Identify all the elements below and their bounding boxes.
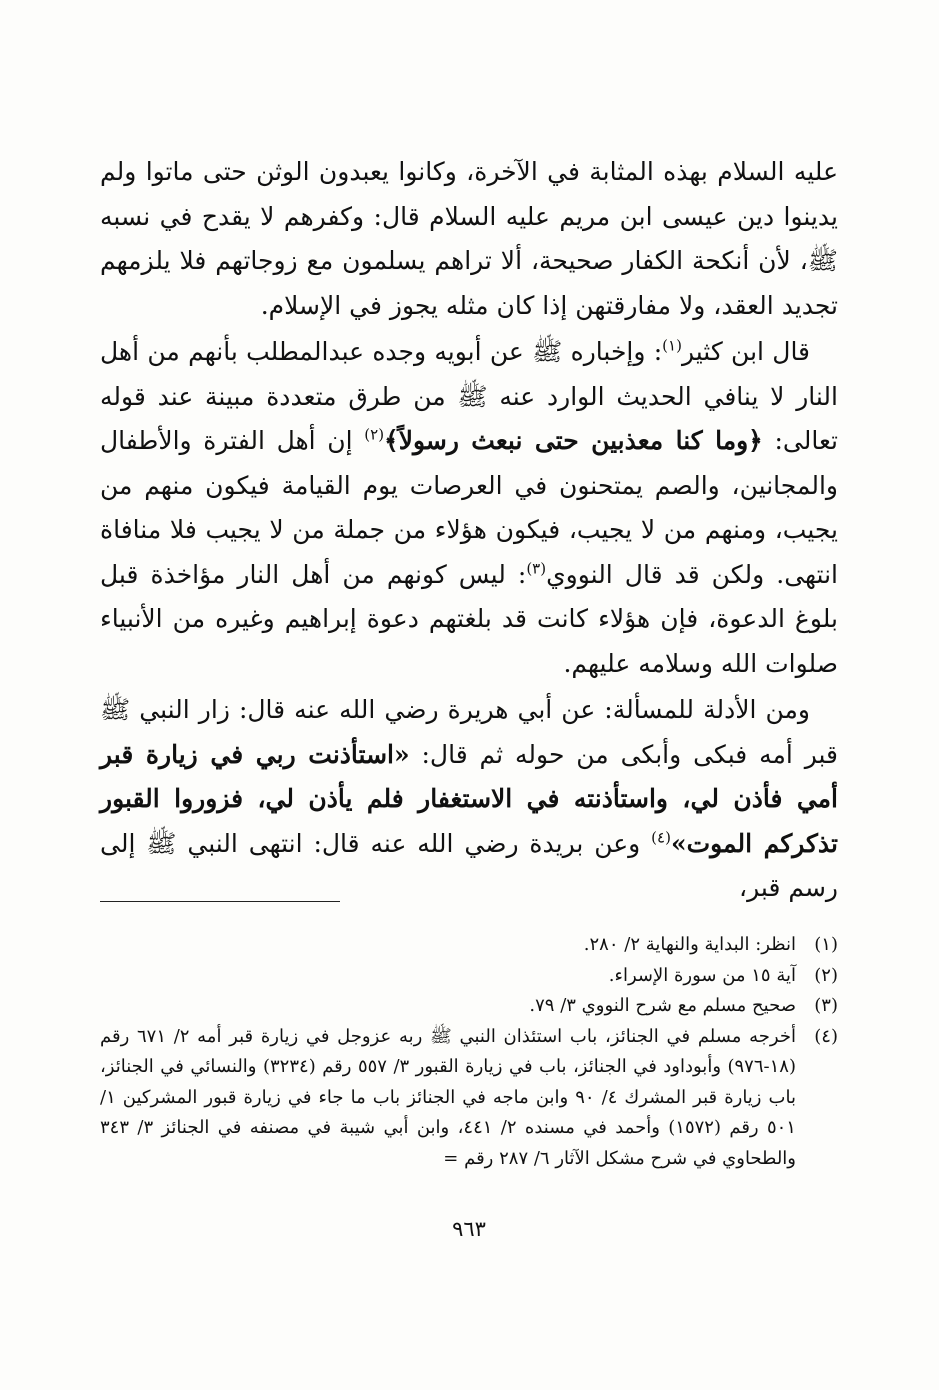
footnote-separator: [100, 901, 340, 902]
text-run: : ليس كونهم من أهل النار مؤاخذة قبل بلوغ الدعوة، فإن هؤلاء كانت قد بلغتهم دعوة إبراهيم وغيره من الأنبياء صلوات الله وسلامه عليهم.: [100, 559, 838, 678]
text-run: عليه السلام بهذه المثابة في الآخرة، وكانوا يعبدون الوثن حتى ماتوا ولم يدينوا دين عيسى ابن مريم عليه السلام قال: وكفرهم لا يقدح في نسبه ﷺ، لأن أنكحة الكفار صحيحة، ألا تراهم يسلمون مع زوجاتهم فلا يلزمهم تجديد العقد، ولا مفارقتهن إذا كان مثله يجوز في الإسلام.: [100, 157, 838, 320]
quoted-text: «استأذنت ربي في زيارة قبر أمي فأذن لي، واستأذنته في الاستغفار فلم يأذن لي، فزوروا القبور تذكركم الموت»: [100, 739, 838, 858]
footnote-number: (١): [814, 934, 838, 955]
paragraph: [100, 688, 838, 911]
footnote-text: صحيح مسلم مع شرح النووي ٣/ ٧٩.: [529, 995, 796, 1016]
footnote-text: آية ١٥ من سورة الإسراء.: [608, 964, 796, 986]
footnote-reference: (٣): [526, 559, 547, 578]
paragraph: [100, 330, 838, 686]
footnote-number: (٢): [814, 964, 838, 986]
footnote-reference: (١): [662, 336, 682, 355]
paragraph: [100, 150, 838, 328]
page-number: ٩٦٣: [452, 1217, 486, 1241]
book-page: [100, 150, 839, 1241]
footnote-number: (٣): [814, 995, 838, 1016]
footnote-text: انظر: البداية والنهاية ٢/ ٢٨٠.: [583, 934, 796, 955]
footnote-reference: (٤): [651, 828, 671, 847]
footnote-text: أخرجه مسلم في الجنائز، باب استئذان النبي ﷺ ربه عزوجل في زيارة قبر أمه ٢/ ٦٧١ رقم (١٨-٩٧٦) وأبوداود في الجنائز، باب في زيارة القبور ٣/ ٥٥٧ رقم (٣٢٣٤) والنسائي في الجنائز، باب زيارة قبر المشرك ٤/ ٩٠ وابن ماجه في الجنائز باب ما جاء في زيارة قبور المشركين ١/ ٥٠١ رقم (١٥٧٢) وأحمد في مسنده ٢/ ٤٤١، وابن أبي شيبة في مصنفه في الجنائز ٣/ ٣٤٣ والطحاوي في شرح مشكل الآثار ٦/ ٢٨٧ رقم =: [100, 1025, 796, 1169]
footnote: [100, 1022, 838, 1175]
text-run: ومن الأدلة للمسألة: عن أبي هريرة رضي الله عنه قال: زار النبي ﷺ قبر أمه فبكى وأبكى من حوله ثم قال:: [100, 695, 838, 769]
text-run: قال ابن كثير: [681, 337, 811, 366]
main-text: [100, 150, 838, 911]
footnote: [100, 930, 838, 961]
footnote-reference: (٢): [364, 425, 385, 444]
text-run: إن أهل الفترة والأطفال والمجانين، والصم يمتحنون في العرصات يوم القيامة فيكون منهم من يجيب، ومنهم من لا يجيب، فيكون هؤلاء من جملة من لا يجيب فلا منافاة انتهى. ولكن قد قال النووي: [100, 426, 839, 589]
footnote: [100, 961, 838, 992]
footnotes: [100, 930, 838, 1174]
text-run: وعن بريدة رضي الله عنه قال: انتهى النبي ﷺ إلى رسم قبر،: [100, 828, 838, 902]
footnote: [100, 991, 838, 1022]
footnote-number: (٤): [814, 1025, 838, 1047]
quoted-text: ﴿وما كنا معذبين حتى نبعث رسولاً﴾: [384, 426, 763, 455]
text-run: : وإخباره ﷺ عن أبويه وجده عبدالمطلب بأنهم من أهل النار لا ينافي الحديث الوارد عنه ﷺ من طرق متعددة مبينة عند قوله تعالى:: [100, 337, 839, 455]
